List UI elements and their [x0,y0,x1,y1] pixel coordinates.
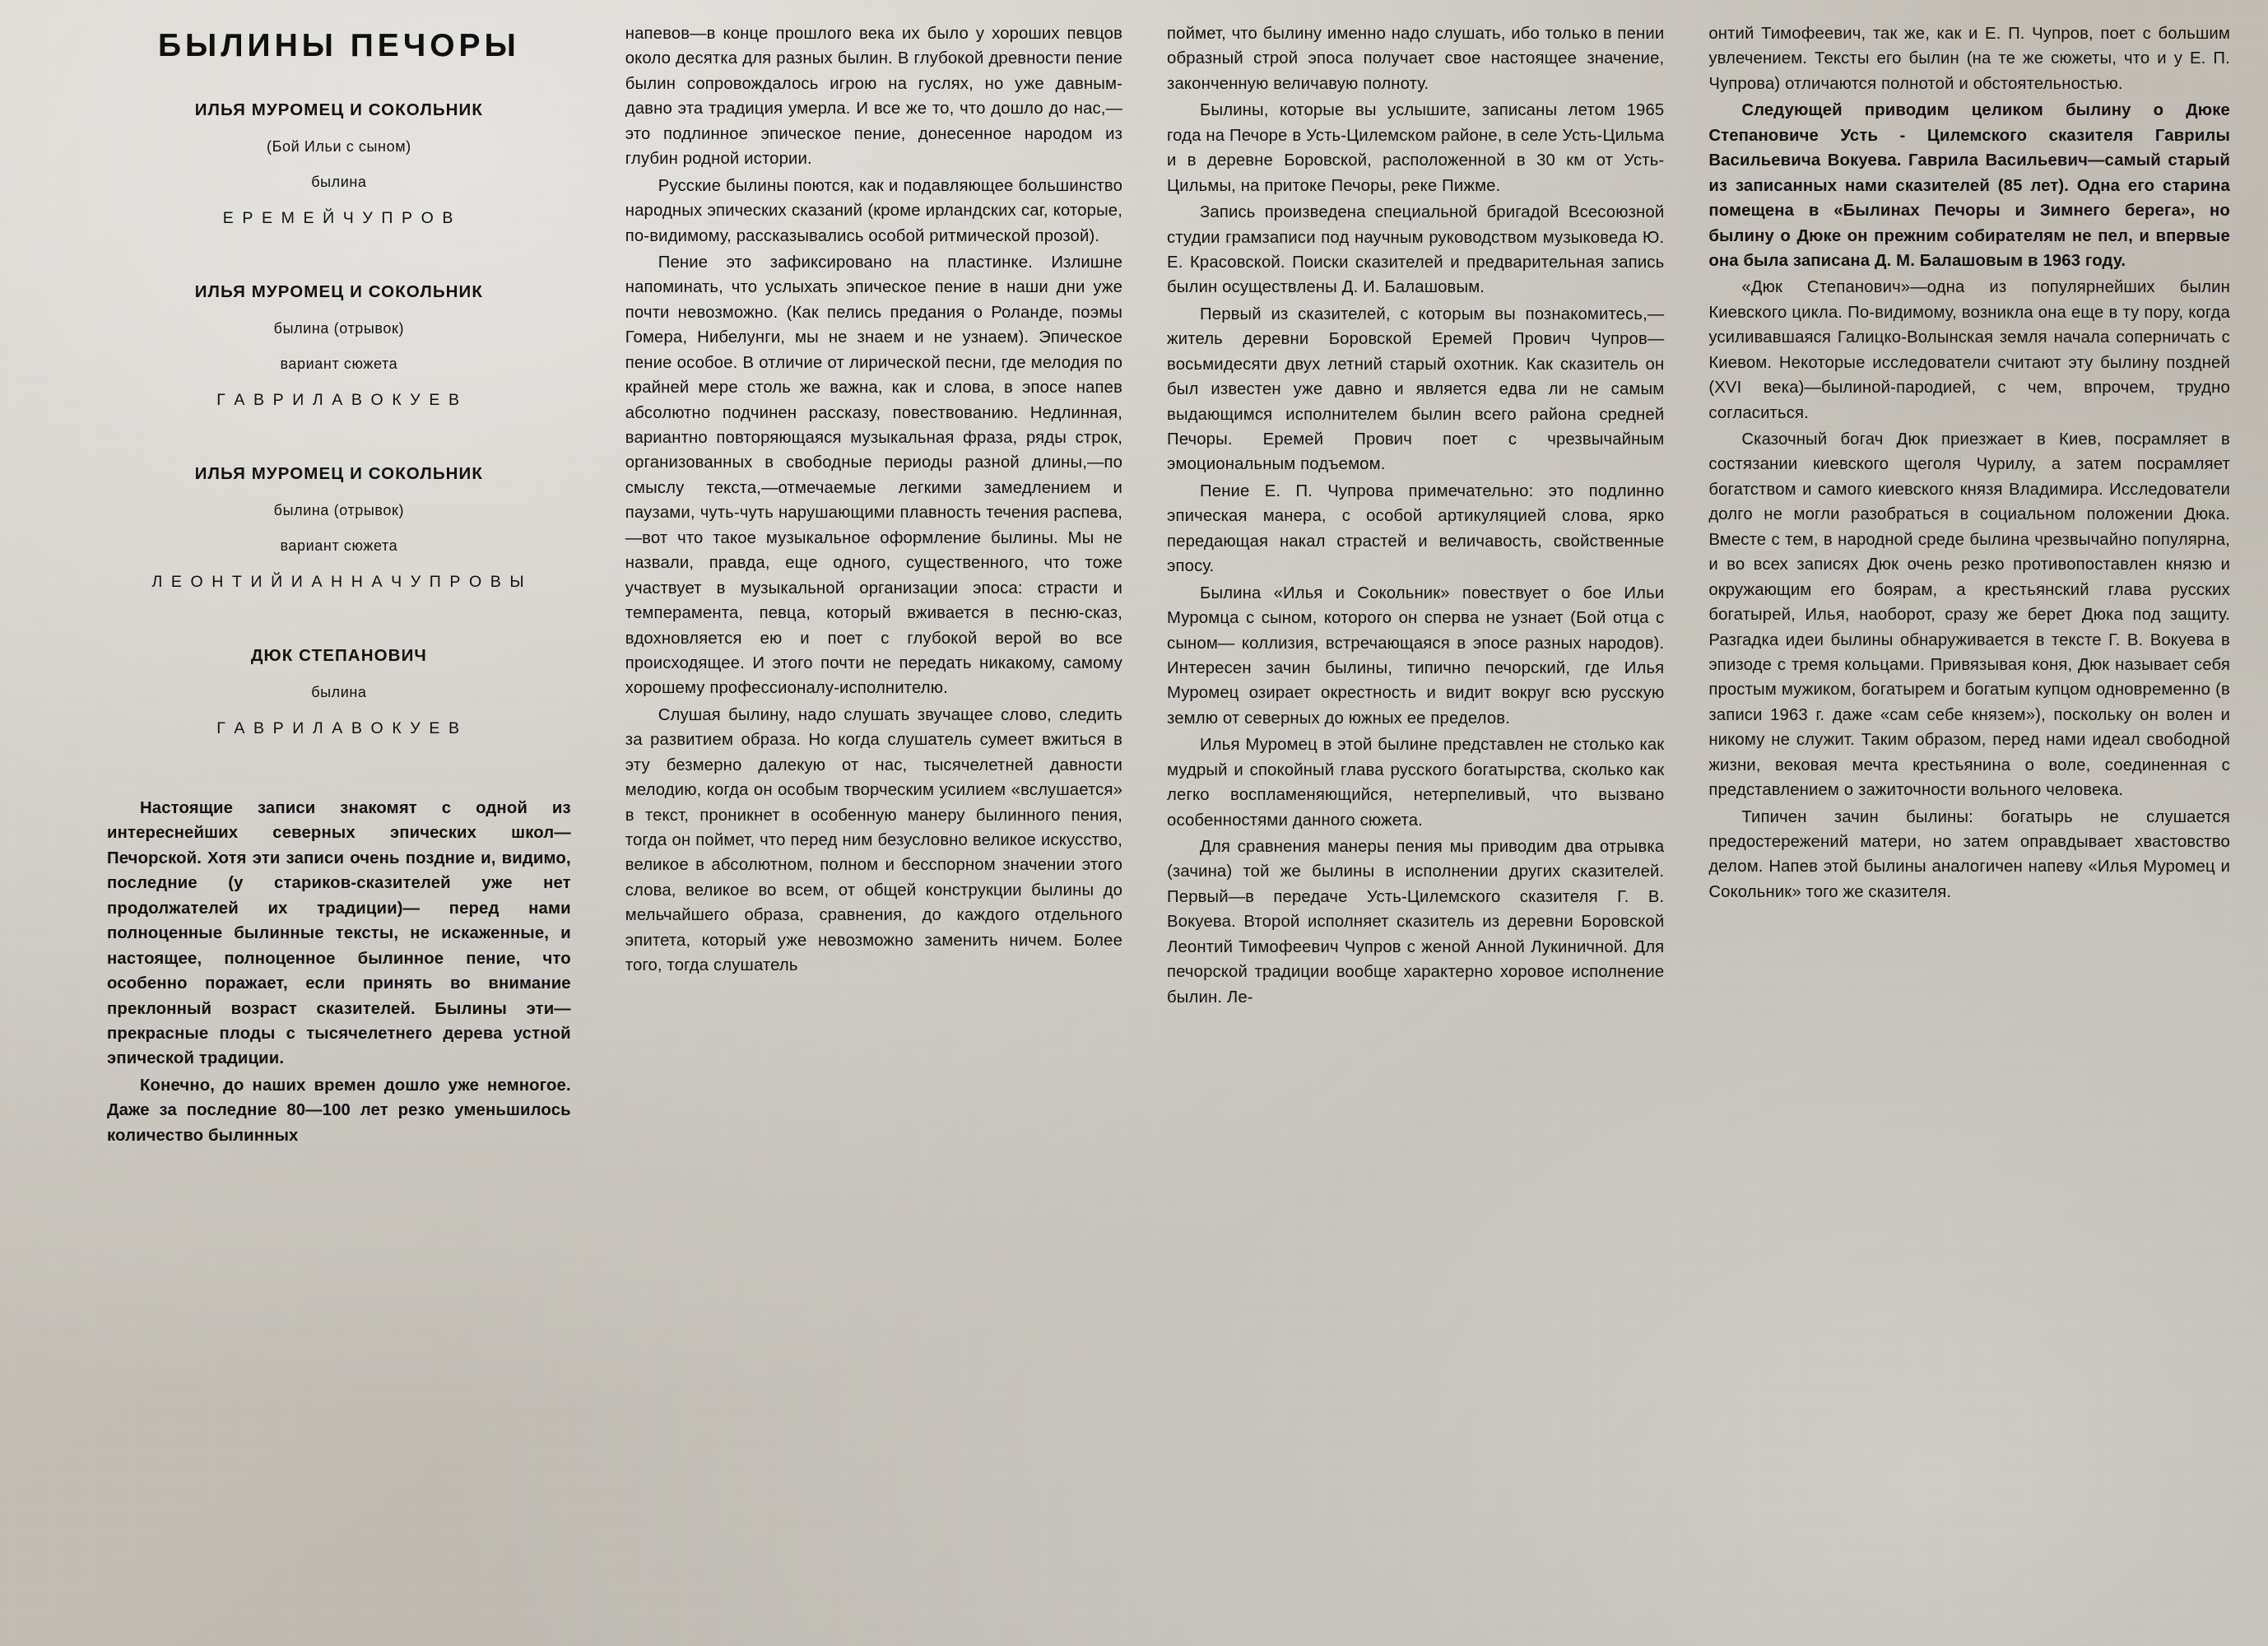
column-four [1689,21,2235,1630]
contents-entry-title: ИЛЬЯ МУРОМЕЦ И СОКОЛЬНИК [194,100,484,119]
body-paragraph: Илья Муромец в этой былине представлен не столько как мудрый и спокойный глава русского богатырства, сколько как легко воспламеняющийся, нетерпеливый, что вызвано особенностями данного сюжета. [1167,736,1665,830]
body-paragraph: Слушая былину, надо слушать звучащее слово, следить за развитием образа. Но когда слушатель сумеет вжиться в эту безмерно далекую от нас, тысячелетней давности мелодию, когда он особым творческим усилием «вслушается» в текст, проникнет в особенную манеру былинного пения, тогда он поймет, что перед ним безусловно великое искусство, великое в абсолютном, полном и бесспорном значении этого слова, великое во всем, от общей конструкции былины до мельчайшего образа, сравнения, до каждого отдельного эпитета, который уже невозможно заменить ничем. Более того, тогда слушатель [625,705,1123,975]
body-paragraph: Пение это зафиксировано на пластинке. Излишне напоминать, что услыхать эпическое пение в наши дни уже почти невозможно. (Как пелись предания о Роланде, поэмы Гомера, Нибелунги, мы не знаем и не узнаем). Эпическое пение особое. В отличие от лирической песни, где мелодия по крайней мере столь же важна, как и слова, в эпосе напев абсолютно подчинен рассказу, повествованию. Недлинная, вариантно повторяющаяся музыкальная фраза, ряды строк, организованных в свободные периоды разной длины,—по смыслу текста,—отмечаемые легкими замедлением и паузами, чуть-чуть нарушающими плавность течения распева,—вот что такое музыкальное оформление былины. Мы не назвали, правда, еще одного, существенного, что тоже участвует в музыкальной организации эпоса: страсти и темперамента, певца, который вживается в песню-сказ, вдохновляется ею и поет с глубокой верой во все происходящее. И этого почти не передать никакому, самому хорошему профессионалу-исполнителю. [625,253,1123,698]
contents-entry-title: ИЛЬЯ МУРОМЕЦ И СОКОЛЬНИК [194,464,484,483]
body-paragraph: «Дюк Степанович»—одна из популярнейших былин Киевского цикла. По-видимому, возникла она еще в ту пору, когда усиливавшаяся Галицко-Волынская земля начала соперничать с Киевом. Некоторые исследователи считают эту былину поздней (XVI века)—былиной-пародией, с чем, впрочем, трудно согласиться. [1708,278,2230,422]
contents-entry-note: (Бой Ильи с сыном) [266,138,411,155]
contents-entry-title: ИЛЬЯ МУРОМЕЦ И СОКОЛЬНИК [194,282,484,301]
body-paragraph: Типичен зачин былины: богатырь не слушается предостережений матери, но затем оправдывает хвастовство делом. Напев этой былины аналогичен напеву «Илья Муромец и Сокольник» того же сказителя. [1708,807,2230,901]
contents-entry-3 [107,464,571,592]
contents-entry-note: былина (отрывок) [273,502,405,518]
contents-entry-note: былина [311,684,367,700]
contents-entry-performer: Г А В Р И Л А В О К У Е В [216,391,462,409]
contents-entry-title: ДЮК СТЕПАНОВИЧ [250,646,427,665]
contents-entry-genre: былина [311,174,367,190]
contents-entry-1 [107,100,571,228]
body-paragraph-emphasis: Следующей приводим целиком былину о Дюке Степановиче Усть - Цилемского сказителя Гаврилы Васильевича Вокуева. Гаврила Васильевич—самый старый из записанных нами сказителей (85 лет). Одна его старина помещена в «Былинах Печоры и Зимнего берега», но былину о Дюке он прежним собирателям не пел, и впервые она была записана Д. М. Балашовым в 1963 году. [1708,101,2230,270]
body-paragraph: Былина «Илья и Сокольник» повествует о бое Ильи Муромца с сыном, которого он сперва не узнает (Бой отца с сыном— коллизия, встречающаяся в эпосе разных народов). Интересен зачин былины, типично печорский, где Илья Муромец озирает окрестность и видит вокруг всю русскую землю от северных до южных ее пределов. [1167,584,1665,728]
body-paragraph: напевов—в конце прошлого века их было у хороших певцов около десятка для разных былин. В глубокой древности пение былин сопровождалось игрою на гуслях, но уже давным-давно эта традиция умерла. И все же то, что дошло до нас,—это подлинное эпическое пение, донесенное народом из глубин родной истории. [625,25,1123,169]
column-three [1147,21,1689,1630]
spacer [107,261,571,282]
text-columns [33,21,2235,1630]
contents-entry-performer: Г А В Р И Л А В О К У Е В [216,719,462,737]
spacer [107,443,571,464]
contents-entry-2 [107,282,571,410]
contents-entry-genre: вариант сюжета [280,356,398,372]
body-paragraph: Первый из сказителей, с которым вы познакомитесь,—житель деревни Боровской Еремей Прович Чупров—восьмидесяти двух летний старый охотник. Как сказитель он был известен уже давно и является едва ли не самым выдающимся исполнителем былин всего района средней Печоры. Еремей Прович поет с чрезвычайным эмоциональным подъемом. [1167,305,1665,474]
column-one [33,21,606,1630]
body-paragraph: Пение Е. П. Чупрова примечательно: это подлинно эпическая манера, с особой артикуляцией слова, ярко передающая накал страстей и величавость, свойственные эпосу. [1167,481,1665,576]
body-paragraph: Русские былины поются, как и подавляющее большинство народных эпических сказаний (кроме ирландских саг, которые, по-видимому, рассказывались особой ритмической прозой). [625,176,1123,245]
body-paragraph: Былины, которые вы услышите, записаны летом 1965 года на Печоре в Усть-Цилемском районе, в селе Усть-Цильма и в деревне Боровской, расположенной в 30 км от Усть-Цильмы, на притоке Печоры, реке Пижме. [1167,101,1665,195]
contents-entry-genre: вариант сюжета [280,537,398,554]
body-paragraph: Для сравнения манеры пения мы приводим два отрывка (зачина) той же былины в исполнении других сказителей. Первый—в передаче Усть-Цилемского сказителя Г. В. Вокуева. Второй исполняет сказитель из деревни Боровской Леонтий Тимофеевич Чупров с женой Анной Лукиничной. Для печорской традиции вообще характерно хоровое исполнение былин. Ле- [1167,838,1665,1007]
body-paragraph: онтий Тимофеевич, так же, как и Е. П. Чупров, поет с большим увлечением. Тексты его былин (на те же сюжеты, что и у Е. П. Чупрова) отличаются полнотой и обстоятельностью. [1708,25,2230,93]
introduction-block [107,796,571,1148]
intro-paragraph: Конечно, до наших времен дошло уже немногое. Даже за последние 80—100 лет резко уменьшилось количество былинных [107,1076,571,1145]
intro-paragraph: Настоящие записи знакомят с одной из интереснейших северных эпических школ—Печорской. Хотя эти записи очень поздние и, видимо, последние (у стариков-сказителей уже нет продолжателей их традиции)— перед нами полноценные былинные тексты, не искаженные, и настоящее, полноценное былинное пение, что особенно поражает, если принять во внимание преклонный возраст сказителей. Былины эти—прекрасные плоды с тысячелетнего дерева устной эпической традиции. [107,799,571,1068]
spacer [107,625,571,646]
body-paragraph: поймет, что былину именно надо слушать, ибо только в пении образный строй эпоса получает свое настоящее значение, законченную величавую полноту. [1167,25,1665,93]
body-paragraph: Сказочный богач Дюк приезжает в Киев, посрамляет в состязании киевского щеголя Чурилу, а затем посрамляет богатством и самого киевского князя Владимира. Исследователи долго не могли разобраться в социальном положении Дюка. Вместе с тем, в народной среде былина чрезвычайно популярна, и во всех записях Дюк очень резко противопоставлен князю и окружающим его боярам, а крестьянский глава русских богатырей, Илья, наоборот, сразу же берет Дюка под защиту. Разгадка идеи былины обнаруживается в тексте Г. В. Вокуева в эпизоде с тремя кольцами. Привязывая коня, Дюк называет себя простым мужиком, богатырем и богатым купцом одновременно (в записи 1963 г. даже «сам себе князем»), поскольку он волен и никому не служит. Таким образом, перед нами идеал свободной жизни, вековая мечта крестьянина о воле, соединенная с представлением о зажиточности вольного человека. [1708,430,2230,800]
page-title: БЫЛИНЫ ПЕЧОРЫ [157,28,520,63]
contents-entry-performer: Л Е О Н Т И Й И А Н Н А Ч У П Р О В Ы [151,573,527,591]
column-two [606,21,1147,1630]
contents-entry-note: былина (отрывок) [273,320,405,337]
contents-entry-4 [107,646,571,738]
body-paragraph: Запись произведена специальной бригадой Всесоюзной студии грамзаписи под научным руководством музыковеда Ю. Е. Красовской. Поиски сказителей и предварительная запись былин осуществлены Д. И. Балашовым. [1167,203,1665,297]
contents-entry-performer: Е Р Е М Е Й Ч У П Р О В [222,209,455,227]
